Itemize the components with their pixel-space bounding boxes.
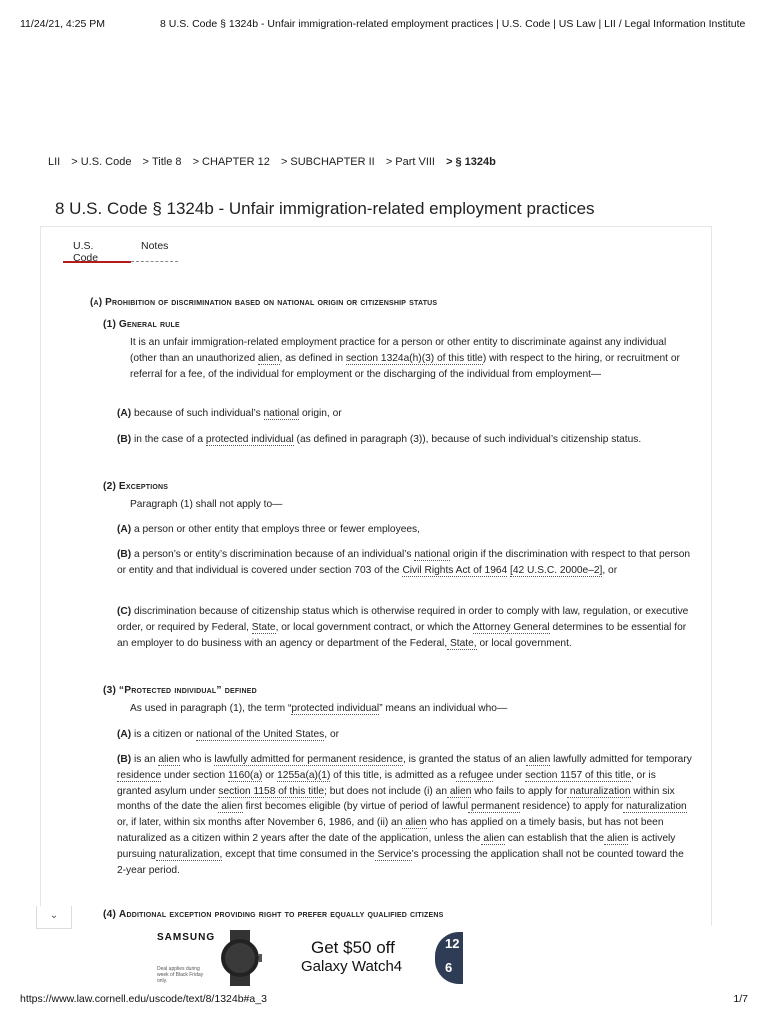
ad-headline: Get $50 off (311, 938, 395, 957)
alien-link[interactable]: alien (258, 352, 280, 364)
p2-title: Exceptions (118, 481, 169, 492)
alien-link[interactable]: alien (158, 754, 180, 765)
content-panel (40, 226, 712, 926)
permanent-link[interactable]: permanent (468, 801, 520, 813)
naturalization-link[interactable]: naturalization (567, 785, 631, 797)
p1-marker: (1) (103, 319, 117, 330)
p2-b: (B) a person’s or entity’s discrimination because of an individual’s national origin if the discrimination with respect to that person or entity and that individual is covered under section 703 of the Civil Rights Act of 1964 [42 U.S.C. 2000e–2], or (117, 549, 691, 576)
watch-icon (215, 930, 265, 986)
breadcrumb-separator: > (142, 156, 149, 168)
alien-link[interactable]: alien (604, 832, 629, 844)
p2-c: (C) discrimination because of citizenship status which is otherwise required in order to comply with law, regulation, or executive order, or required by Federal, State, or local government contract, or which the Attorney General determines to be essential for an employer to do business with an agency or department of the Federal, State, or local government. (117, 606, 689, 649)
naturalization-link[interactable]: naturalization, (156, 848, 223, 860)
p1-b: (B) in the case of a protected individual (as defined in paragraph (3)), because of such individual’s citizenship status. (117, 434, 642, 445)
p2-intro: Paragraph (1) shall not apply to— (130, 499, 283, 510)
service-link[interactable]: Service (374, 848, 412, 860)
p3-a: (A) is a citizen or national of the United States, or (117, 729, 340, 740)
p1-title: General rule (118, 319, 180, 330)
print-footer (20, 993, 748, 1005)
state-link[interactable]: State (251, 621, 276, 633)
p4-title: Additional exception providing right to prefer equally qualified citizens (118, 909, 444, 920)
page-title: 8 U.S. Code § 1324b - Unfair immigration-related employment practices (55, 199, 595, 218)
print-page-title: 8 U.S. Code § 1324b - Unfair immigration-related employment practices | U.S. Code | US Law | LII / Legal Information Institute (160, 18, 746, 30)
attorney-general-link[interactable]: Attorney General (472, 621, 550, 633)
breadcrumb-item-subchapter-ii[interactable]: SUBCHAPTER II (290, 156, 375, 168)
section-1160-link[interactable]: 1160(a) (228, 769, 263, 781)
breadcrumb (48, 156, 498, 168)
p2-marker: (2) (103, 481, 117, 492)
alien-link[interactable]: alien (218, 801, 243, 813)
breadcrumb-separator: > (192, 156, 200, 168)
p1-heading (103, 317, 180, 333)
ad-fine-print: Deal applies during week of Black Friday only. (157, 966, 204, 984)
p1-text: It is an unfair immigration-related employment practice for a person or other entity to discriminate against any individual (other than an unauthorized alien, as defined in section 1324a(h)(3) of this title) with respect to the hiring, or recruitment or referral for a fee, of the individual for employment or the discharging of the individual from employment— (130, 337, 680, 380)
national-link[interactable]: national (263, 408, 300, 419)
p2-heading (103, 479, 168, 495)
print-header (20, 18, 748, 30)
protected-individual-link[interactable]: protected individual (291, 703, 380, 714)
breadcrumb-item-us-code[interactable]: U.S. Code (80, 156, 132, 168)
collapse-toggle[interactable] (36, 906, 72, 929)
p1-a: (A) because of such individual’s national origin, or (117, 408, 342, 419)
print-url: https://www.law.cornell.edu/uscode/text/8/1324b#a_3 (20, 993, 267, 1005)
p3-intro: As used in paragraph (1), the term “protected individual” means an individual who— (130, 703, 508, 714)
breadcrumb-item-lii[interactable]: LII (48, 156, 61, 168)
alien-link[interactable]: alien (480, 832, 505, 844)
breadcrumb-separator: > (385, 156, 393, 168)
national-of-us-link[interactable]: national of the United States (196, 729, 325, 740)
lawfully-admitted-link[interactable]: lawfully admitted for permanent residence (214, 754, 403, 765)
p4-heading (103, 907, 444, 923)
breadcrumb-item-chapter-12[interactable]: CHAPTER 12 (202, 156, 270, 168)
breadcrumb-separator: > (71, 156, 78, 168)
p4-marker: (4) (103, 909, 117, 920)
section-1255a-link[interactable]: 1255a(a)(1) (277, 769, 331, 781)
usc-2000e-link[interactable]: [42 U.S.C. 2000e–2] (510, 564, 603, 576)
breadcrumb-separator: > (446, 156, 453, 168)
naturalization-link[interactable]: naturalization (623, 801, 687, 813)
p3-heading (103, 683, 257, 699)
section-1157-link[interactable]: section 1157 of this title (525, 769, 631, 781)
tab-us-code[interactable]: U.S. Code (63, 227, 131, 263)
section-1158-link[interactable]: section 1158 of this title (218, 785, 325, 797)
civil-rights-act-link[interactable]: Civil Rights Act of 1964 (402, 564, 508, 576)
chevron-down-icon: ⌄ (49, 910, 59, 921)
ad-product: Galaxy Watch4 (301, 958, 403, 975)
advertisement-banner[interactable] (153, 928, 463, 988)
national-link[interactable]: national (414, 549, 450, 560)
section-a-title: Prohibition of discrimination based on national origin or citizenship status (105, 297, 438, 308)
print-page-number: 1/7 (733, 993, 748, 1005)
refugee-link[interactable]: refugee (456, 769, 494, 781)
p3-b: (B) is an alien who is lawfully admitted for permanent residence, is granted the status of an alien lawfully admitted for temporary residence under section 1160(a) or 1255a(a)(1) of this title, is admitted as a refugee under section 1157 of this title, or is granted asylum under section 1158 of this title; but does not include (i) an alien who fails to apply for naturalization within six months of the date the alien first becomes eligible (by virtue of period of lawful permanent residence) to apply for naturalization or, if later, within six months after November 6, 1986, and (ii) an alien who has applied on a timely basis, but has not been naturalized as a citizen within 2 years after the date of the application, unless the alien can establish that the alien is actively pursuing naturalization, except that time consumed in the Service’s processing the application shall not be counted toward the 2-year period. (117, 754, 692, 876)
ad-brand: SAMSUNG (157, 932, 216, 943)
tab-bar (63, 227, 178, 264)
p3-title: “Protected individual” defined (118, 685, 257, 696)
residence-link[interactable]: residence (117, 769, 162, 781)
section-1324a-link[interactable]: section 1324a(h)(3) of this title (345, 352, 483, 364)
section-a-heading (90, 295, 437, 311)
protected-individual-link[interactable]: protected individual (205, 434, 294, 445)
breadcrumb-item-title-8[interactable]: Title 8 (151, 156, 182, 168)
alien-link[interactable]: alien (525, 754, 551, 765)
print-datetime: 11/24/21, 4:25 PM (20, 18, 106, 30)
breadcrumb-separator: > (280, 156, 288, 168)
p3-marker: (3) (103, 685, 117, 696)
breadcrumb-current: § 1324b (455, 156, 496, 168)
tab-notes[interactable]: Notes (131, 227, 178, 262)
alien-link[interactable]: alien (447, 785, 472, 797)
breadcrumb-item-part-viii[interactable]: Part VIII (395, 156, 435, 168)
ad-edge-graphic: 12 6 (435, 932, 463, 984)
section-a-marker: (a) (90, 297, 103, 308)
alien-link[interactable]: alien (402, 817, 427, 829)
p2-a: (A) a person or other entity that employs three or fewer employees, (117, 524, 420, 535)
state-link[interactable]: State, (447, 637, 477, 649)
